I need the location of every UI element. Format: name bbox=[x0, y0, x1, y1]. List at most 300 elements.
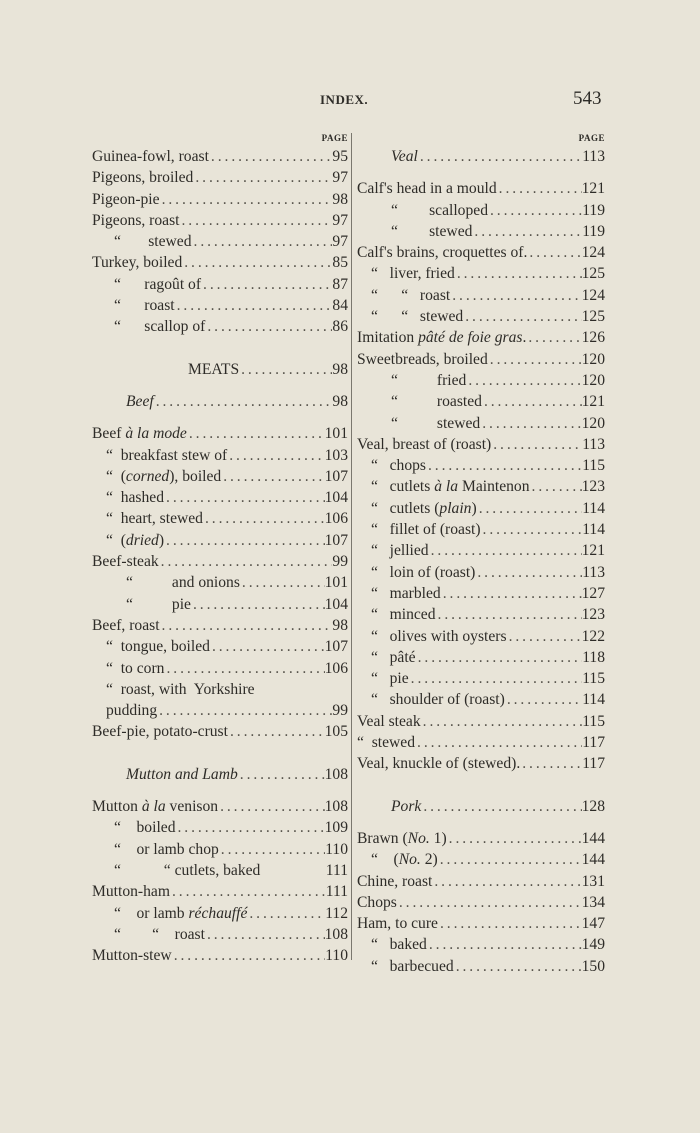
entry-page-number: 114 bbox=[582, 499, 605, 517]
index-heading bbox=[357, 146, 605, 167]
entry-text bbox=[92, 881, 170, 902]
entry-page-number: 123 bbox=[581, 478, 605, 496]
entry-text bbox=[371, 849, 438, 870]
entry-text bbox=[391, 146, 418, 167]
text-segment: “ scallop of bbox=[114, 318, 206, 336]
entry-page-number: 120 bbox=[581, 414, 605, 432]
italic-text: à la mode bbox=[125, 425, 187, 443]
text-segment: Ham, to cure bbox=[357, 915, 438, 933]
index-entry bbox=[357, 689, 605, 710]
dot-leader bbox=[193, 167, 332, 188]
entry-page-number: 101 bbox=[324, 574, 348, 592]
entry-page-number: 114 bbox=[582, 521, 605, 539]
index-entry bbox=[92, 189, 348, 210]
dot-leader bbox=[488, 349, 582, 370]
index-entry bbox=[357, 455, 605, 476]
entry-page-number: 98 bbox=[332, 616, 348, 634]
entry-page-number: 99 bbox=[332, 553, 348, 571]
text-segment: “ roasted bbox=[391, 393, 482, 411]
dot-leader bbox=[421, 796, 581, 817]
text-segment: Calf's brains, croquettes of. bbox=[357, 244, 528, 262]
entry-text bbox=[114, 903, 247, 924]
dot-leader bbox=[164, 487, 325, 508]
dot-leader bbox=[491, 434, 582, 455]
entry-text bbox=[106, 445, 227, 466]
dot-leader bbox=[201, 274, 332, 295]
dot-leader bbox=[438, 849, 582, 870]
dot-leader bbox=[240, 572, 325, 593]
dot-leader bbox=[160, 189, 333, 210]
entry-text bbox=[357, 327, 526, 348]
dot-leader bbox=[480, 413, 581, 434]
dot-leader bbox=[447, 828, 582, 849]
entry-text bbox=[371, 285, 450, 306]
text-segment: “ pâté bbox=[371, 648, 416, 666]
index-entry bbox=[92, 530, 348, 551]
text-segment: 2) bbox=[420, 851, 438, 869]
dot-leader bbox=[219, 839, 325, 860]
dot-leader bbox=[159, 551, 333, 572]
entry-page-number: 106 bbox=[324, 659, 348, 677]
entry-text bbox=[114, 316, 205, 337]
dot-leader bbox=[154, 391, 333, 412]
dot-leader bbox=[172, 945, 325, 966]
entry-text bbox=[106, 466, 221, 487]
dot-leader bbox=[477, 498, 583, 519]
index-entry bbox=[357, 711, 605, 732]
entry-page-number: 117 bbox=[582, 734, 605, 752]
dot-leader bbox=[488, 200, 582, 221]
entry-text bbox=[114, 817, 176, 838]
entry-page-number: 121 bbox=[581, 393, 605, 411]
index-entry bbox=[92, 903, 348, 924]
index-entry bbox=[357, 178, 605, 199]
entry-text bbox=[92, 167, 193, 188]
entry-text bbox=[371, 626, 507, 647]
text-segment: Chops bbox=[357, 893, 397, 911]
entry-page-number: 95 bbox=[332, 148, 348, 165]
dot-leader bbox=[191, 594, 325, 615]
text-segment: Pigeons, roast bbox=[92, 211, 180, 229]
dot-leader bbox=[160, 615, 333, 636]
entry-text bbox=[92, 252, 182, 273]
entry-text bbox=[114, 295, 175, 316]
page-title: INDEX. bbox=[320, 92, 369, 107]
text-segment: “ “ roast bbox=[114, 925, 205, 943]
italic-text: plain bbox=[439, 499, 472, 517]
text-segment: Calf's head in a mould bbox=[357, 180, 497, 198]
index-entry bbox=[357, 892, 605, 913]
index-entry bbox=[92, 839, 348, 860]
entry-text bbox=[371, 668, 409, 689]
index-entry bbox=[92, 274, 348, 295]
entry-text bbox=[357, 711, 421, 732]
italic-text: réchauffé bbox=[188, 904, 248, 922]
entry-text bbox=[106, 636, 210, 657]
dot-leader bbox=[218, 796, 325, 817]
entry-page-number: 103 bbox=[324, 446, 348, 464]
entry-page-number: 109 bbox=[324, 819, 348, 837]
index-entry bbox=[357, 626, 605, 647]
text-segment: “ barbecued bbox=[371, 957, 454, 975]
dot-leader bbox=[441, 583, 582, 604]
entry-page-number: 147 bbox=[581, 915, 605, 933]
italic-text: Veal bbox=[391, 148, 418, 165]
dot-leader bbox=[203, 508, 325, 529]
index-entry bbox=[92, 615, 348, 636]
entry-page-number: 111 bbox=[325, 883, 348, 901]
entry-text bbox=[371, 455, 426, 476]
dot-leader bbox=[426, 455, 582, 476]
italic-text: dried bbox=[125, 531, 159, 549]
column-divider bbox=[351, 133, 352, 960]
dot-leader bbox=[481, 519, 583, 540]
entry-page-number: 110 bbox=[325, 947, 348, 965]
text-segment: “ heart, stewed bbox=[106, 510, 203, 528]
text-segment: “ or lamb bbox=[114, 904, 189, 922]
text-segment: Mutton bbox=[92, 798, 142, 816]
text-segment: “ ( bbox=[106, 531, 126, 549]
dot-leader bbox=[472, 221, 582, 242]
dot-leader bbox=[409, 668, 583, 689]
entry-page-number: 104 bbox=[324, 489, 348, 507]
entry-page-number: 108 bbox=[324, 765, 348, 783]
index-entry bbox=[357, 732, 605, 753]
index-heading bbox=[92, 391, 348, 412]
dot-leader bbox=[432, 871, 581, 892]
entry-text bbox=[391, 796, 421, 817]
entry-text bbox=[391, 221, 472, 242]
index-entry bbox=[357, 647, 605, 668]
entry-page-number: 125 bbox=[581, 308, 605, 326]
index-entry bbox=[92, 231, 348, 252]
index-entry bbox=[92, 860, 348, 881]
entry-text bbox=[357, 732, 415, 753]
entry-text bbox=[371, 498, 477, 519]
index-entry bbox=[92, 423, 348, 444]
dot-leader bbox=[454, 956, 582, 977]
entry-text bbox=[114, 274, 201, 295]
italic-text: corned bbox=[125, 467, 170, 485]
entry-page-number: 113 bbox=[582, 563, 605, 581]
dot-leader bbox=[209, 146, 332, 167]
entry-text bbox=[126, 764, 238, 785]
dot-leader bbox=[416, 647, 583, 668]
index-entry bbox=[92, 210, 348, 231]
entry-page-number: 127 bbox=[581, 584, 605, 602]
text-segment: Beef, roast bbox=[92, 616, 160, 634]
entry-text bbox=[106, 679, 255, 700]
text-segment: “ ragoût of bbox=[114, 275, 202, 293]
entry-text bbox=[106, 487, 164, 508]
entry-text bbox=[357, 871, 432, 892]
dot-leader bbox=[429, 540, 582, 561]
text-segment: “ ( bbox=[371, 851, 399, 869]
text-segment: “ scalloped bbox=[391, 201, 488, 219]
entry-text bbox=[371, 562, 475, 583]
index-entry bbox=[92, 445, 348, 466]
text-segment: “ minced bbox=[371, 606, 436, 624]
text-segment: Beef-pie, potato-crust bbox=[92, 723, 228, 741]
index-entry bbox=[357, 668, 605, 689]
entry-page-number: 149 bbox=[581, 936, 605, 954]
index-entry bbox=[92, 881, 348, 902]
text-segment: Maintenon bbox=[458, 478, 530, 496]
entry-page-number: 150 bbox=[581, 957, 605, 975]
entry-page-number: 87 bbox=[332, 275, 348, 293]
text-segment: “ ( bbox=[106, 467, 126, 485]
entry-page-number: 119 bbox=[582, 201, 605, 219]
dot-leader bbox=[482, 391, 582, 412]
dot-leader bbox=[418, 146, 582, 167]
entry-text bbox=[357, 753, 520, 774]
dot-leader bbox=[187, 423, 325, 444]
text-segment: “ boiled bbox=[114, 819, 176, 837]
entry-text bbox=[114, 839, 219, 860]
text-segment: “ to corn bbox=[106, 659, 165, 677]
index-heading bbox=[92, 764, 348, 785]
index-entry bbox=[357, 583, 605, 604]
dot-leader bbox=[239, 359, 332, 380]
text-segment: Chine, roast bbox=[357, 872, 433, 890]
index-entry bbox=[357, 849, 605, 870]
entry-text bbox=[92, 551, 159, 572]
entry-page-number: 113 bbox=[582, 148, 605, 165]
text-segment: “ pie bbox=[371, 670, 409, 688]
text-segment: Mutton-stew bbox=[92, 947, 172, 965]
entry-list bbox=[357, 146, 605, 977]
text-segment: MEATS bbox=[188, 360, 240, 378]
index-entry bbox=[357, 306, 605, 327]
text-segment: “ roast bbox=[114, 297, 175, 315]
text-segment: “ fried bbox=[391, 371, 467, 389]
text-segment: “ stewed bbox=[391, 222, 473, 240]
entry-page-number: 134 bbox=[581, 893, 605, 911]
index-entry bbox=[92, 924, 348, 945]
dot-leader bbox=[205, 316, 332, 337]
index-entry bbox=[357, 753, 605, 774]
index-entry bbox=[357, 934, 605, 955]
index-entry bbox=[357, 434, 605, 455]
index-entry bbox=[357, 285, 605, 306]
dot-leader bbox=[438, 913, 582, 934]
index-column-left bbox=[92, 133, 348, 966]
entry-page-number: 98 bbox=[332, 360, 348, 378]
text-segment: “ stewed bbox=[391, 414, 481, 432]
index-entry bbox=[357, 263, 605, 284]
text-segment: “ tongue, boiled bbox=[106, 638, 210, 656]
entry-page-number: 85 bbox=[332, 254, 348, 272]
page-number: 543 bbox=[573, 88, 602, 109]
index-entry bbox=[357, 413, 605, 434]
dot-leader bbox=[520, 753, 582, 774]
entry-page-number: 108 bbox=[324, 925, 348, 943]
dot-leader bbox=[397, 892, 582, 913]
text-segment: Imitation bbox=[357, 329, 419, 347]
entry-text bbox=[391, 200, 488, 221]
entry-page-number: 107 bbox=[324, 531, 348, 549]
text-segment: “ shoulder of (roast) bbox=[371, 691, 505, 709]
entry-text bbox=[357, 242, 527, 263]
entry-page-number: 105 bbox=[324, 723, 348, 741]
text-segment: “ liver, fried bbox=[371, 265, 455, 283]
text-segment: “ “ cutlets, baked bbox=[114, 861, 261, 879]
entry-page-number: 112 bbox=[325, 904, 348, 922]
dot-leader bbox=[505, 689, 582, 710]
index-entry bbox=[357, 221, 605, 242]
dot-leader bbox=[530, 476, 582, 497]
text-segment: Veal steak bbox=[357, 712, 421, 730]
entry-text bbox=[106, 508, 203, 529]
italic-text: Mutton and Lamb bbox=[126, 765, 238, 783]
entry-page-number: 86 bbox=[332, 318, 348, 336]
dot-leader bbox=[164, 530, 325, 551]
text-segment: ), boiled bbox=[169, 467, 222, 485]
entry-page-number: 104 bbox=[324, 595, 348, 613]
index-entry bbox=[357, 956, 605, 977]
italic-text: No. bbox=[407, 829, 430, 847]
index-entry bbox=[92, 466, 348, 487]
dot-leader bbox=[180, 210, 333, 231]
index-column-right bbox=[357, 133, 605, 977]
index-entry bbox=[357, 498, 605, 519]
dot-leader bbox=[466, 370, 581, 391]
text-segment: ) bbox=[158, 531, 165, 549]
entry-page-number: 98 bbox=[332, 190, 348, 208]
entry-text bbox=[126, 594, 191, 615]
index-entry bbox=[92, 487, 348, 508]
entry-text bbox=[357, 178, 497, 199]
entry-text bbox=[106, 658, 164, 679]
index-entry bbox=[92, 658, 348, 679]
entry-page-number: 97 bbox=[332, 211, 348, 229]
index-entry bbox=[92, 679, 348, 700]
index-entry bbox=[357, 476, 605, 497]
page-column-label: PAGE bbox=[321, 133, 348, 143]
dot-leader bbox=[421, 711, 583, 732]
text-segment: “ pie bbox=[126, 595, 191, 613]
text-segment: Beef bbox=[92, 425, 126, 443]
page-column-label: PAGE bbox=[578, 133, 605, 143]
entry-page-number: 97 bbox=[332, 169, 348, 187]
entry-text bbox=[92, 210, 180, 231]
entry-text bbox=[357, 434, 491, 455]
entry-page-number: 122 bbox=[581, 627, 605, 645]
entry-page-number: 131 bbox=[581, 872, 605, 890]
dot-leader bbox=[157, 700, 332, 721]
dot-leader bbox=[475, 562, 582, 583]
entry-text bbox=[357, 349, 488, 370]
text-segment: ) bbox=[471, 499, 477, 517]
italic-text: No. bbox=[398, 851, 421, 869]
entry-text bbox=[92, 423, 187, 444]
entry-list bbox=[92, 146, 348, 966]
dot-leader bbox=[221, 466, 324, 487]
italic-text: pâté de foie gras bbox=[418, 329, 523, 347]
entry-page-number: 118 bbox=[582, 648, 605, 666]
entry-text bbox=[188, 359, 239, 380]
dot-leader bbox=[175, 295, 333, 316]
text-segment: “ cutlets bbox=[371, 478, 435, 496]
dot-leader bbox=[427, 934, 582, 955]
entry-page-number: 124 bbox=[581, 244, 605, 262]
dot-leader bbox=[164, 658, 324, 679]
index-entry bbox=[357, 349, 605, 370]
dot-leader bbox=[228, 721, 325, 742]
text-segment: Sweetbreads, broiled bbox=[357, 350, 488, 368]
entry-text bbox=[92, 945, 172, 966]
entry-text bbox=[371, 604, 436, 625]
entry-page-number: 115 bbox=[582, 457, 605, 475]
entry-page-number: 115 bbox=[582, 670, 605, 688]
entry-page-number: 108 bbox=[324, 798, 348, 816]
entry-page-number: 107 bbox=[324, 467, 348, 485]
index-entry bbox=[357, 562, 605, 583]
index-entry bbox=[92, 316, 348, 337]
entry-text bbox=[371, 519, 481, 540]
text-segment: Turkey, boiled bbox=[92, 254, 183, 272]
entry-page-number: 119 bbox=[582, 222, 605, 240]
text-segment: “ “ roast bbox=[371, 286, 451, 304]
index-entry bbox=[92, 817, 348, 838]
text-segment: “ or lamb chop bbox=[114, 840, 219, 858]
text-segment: “ stewed bbox=[357, 734, 416, 752]
entry-text bbox=[371, 583, 441, 604]
entry-text bbox=[92, 615, 160, 636]
entry-page-number: 121 bbox=[581, 542, 605, 560]
entry-text bbox=[371, 647, 416, 668]
text-segment: “ baked bbox=[371, 936, 427, 954]
text-segment: Veal, breast of (roast) bbox=[357, 435, 492, 453]
entry-text bbox=[391, 413, 480, 434]
index-entry bbox=[357, 391, 605, 412]
text-segment: Brawn ( bbox=[357, 829, 408, 847]
entry-page-number: 99 bbox=[332, 702, 348, 720]
text-segment: Guinea-fowl, roast bbox=[92, 148, 209, 165]
entry-page-number: 120 bbox=[581, 371, 605, 389]
entry-page-number: 144 bbox=[581, 851, 605, 869]
entry-page-number: 126 bbox=[581, 329, 605, 347]
entry-text bbox=[371, 689, 505, 710]
dot-leader bbox=[497, 178, 582, 199]
entry-page-number: 125 bbox=[581, 265, 605, 283]
dot-leader bbox=[527, 242, 581, 263]
entry-text bbox=[371, 476, 530, 497]
entry-text bbox=[114, 231, 192, 252]
text-segment: Mutton-ham bbox=[92, 883, 170, 901]
index-entry bbox=[92, 721, 348, 742]
entry-text bbox=[371, 540, 429, 561]
index-entry bbox=[92, 167, 348, 188]
italic-text: Pork bbox=[391, 797, 422, 815]
index-entry bbox=[92, 796, 348, 817]
index-entry bbox=[357, 327, 605, 348]
dot-leader bbox=[227, 445, 324, 466]
entry-text bbox=[391, 370, 466, 391]
index-entry bbox=[357, 828, 605, 849]
text-segment: “ jellied bbox=[371, 542, 429, 560]
dot-leader bbox=[436, 604, 582, 625]
text-segment: “ roast, with Yorkshire bbox=[106, 680, 255, 698]
entry-text bbox=[357, 913, 438, 934]
index-entry bbox=[357, 519, 605, 540]
index-entry bbox=[92, 146, 348, 167]
text-segment: . bbox=[522, 329, 527, 347]
text-segment: “ “ stewed bbox=[371, 308, 464, 326]
entry-page-number: 117 bbox=[582, 755, 605, 773]
entry-page-number: 121 bbox=[581, 180, 605, 198]
entry-page-number: 123 bbox=[581, 606, 605, 624]
